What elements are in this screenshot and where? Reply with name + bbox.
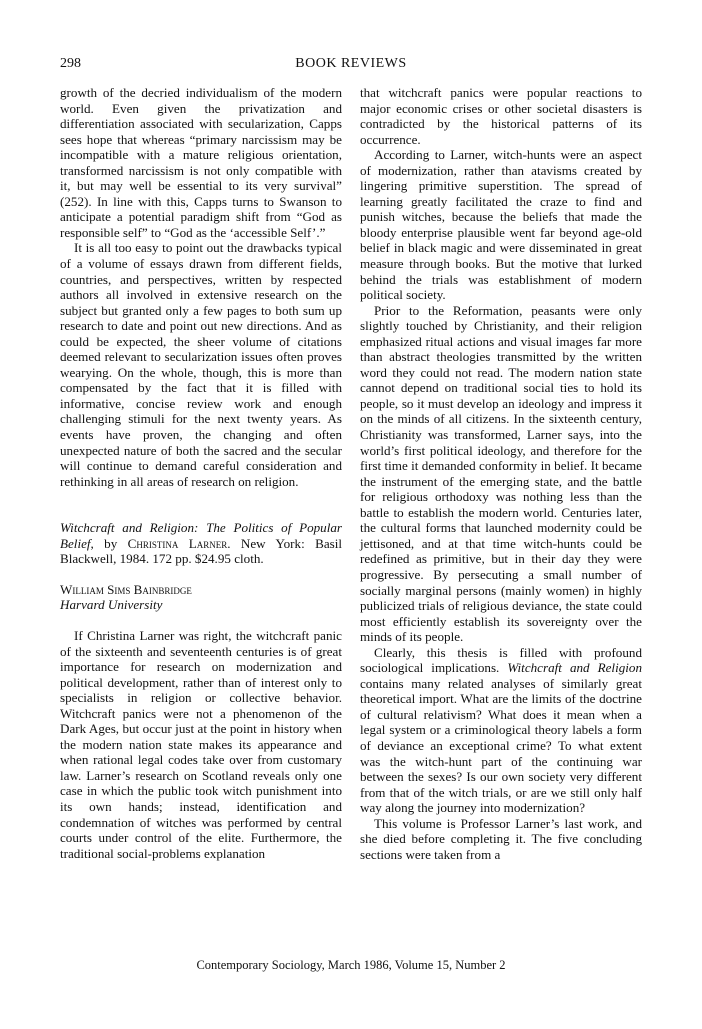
paragraph-right-1: that witchcraft panics were popular reactions to major economic crises or other societal disasters is contradicted by the historical patterns of its occurrence. [360,85,642,147]
book-title-inline: Witchcraft and Religion [507,660,642,676]
page-number: 298 [60,56,81,71]
running-title: BOOK REVIEWS [295,56,407,71]
paragraph-right-3: Prior to the Reformation, peasants were only slightly touched by Christianity, and their religion emphasized ritual actions and visual images far more than abstract theologies transmitted by the written word they could not read. The modern nation state cannot depend on traditional social ties to hold its people, so it must develop an ideology and impress it on the minds of all citizens. In the sixteenth century, Christianity was transformed, Larner says, into the world’s first political ideology, and therefore for the first time it demanded conformity in belief. It became the instrument of the emerging state, and the battle for religious orthodoxy was nothing less than the battle to establish the modern world. Centuries later, the cultural forms that launched modernity could be jettisoned, and at that time witch-hunts could be redefined as primitive, but in their day they were progressive. By persecuting a small number of socially marginal persons (mainly women) in highly publicized trials of religious deviance, the state could most efficiently establish its sovereignty over the minds of its people. [360,302,642,645]
citation-by: by [93,535,128,551]
review-citation [60,520,342,567]
paragraph-right-4-lead: Clearly, this thesis is filled with profound sociological implications. [360,644,642,676]
paragraph-left-3: If Christina Larner was right, the witchcraft panic of the sixteenth and seventeenth centuries is of great importance for research on modernization and political development, rather than of interest only to specialists in religion or collective behavior. Witchcraft panics were not a phenomenon of the Dark Ages, but occur just at the point in history when the modern nation state makes its appearance and when rational legal codes take over from customary law. Larner’s research on Scotland reveals only one case in which the public took witch punishment into its own hands; instead, identification and condemnation of witches was performed by central courts under control of the elite. Furthermore, the traditional social-problems explanation [60,627,342,861]
reviewer-name: William Sims Bainbridge [60,581,192,597]
paragraph-left-1: growth of the decried individualism of the modern world. Even given the privatization and differentiation associated with secularization, Capps sees hope that whereas “primary narcissism may be incompatible with a mature religious orientation, transformed narcissism is not only compatible with it, but may well be essential to its very survival” (252). In line with this, Capps turns to Swanson to anticipate a potential paradigm shift from “God as responsible self” to “God as the ‘accessible Self’.” [60,85,342,240]
publication-details: . New York: Basil Blackwell, 1984. 172 pp. $24.95 cloth. [60,535,343,567]
paragraph-right-4-rest: contains many related analyses of similarly great theoretical import. What are the limits of the doctrine of cultural relativism? What does it mean when a legal system or a criminological theory labels a form of deviance an exceptional crime? To what extent was the witch-hunt part of the continuing war between the sexes? Is our own society very different from that of the witch trials, or are we still only half way along the journey into modernization? [360,675,642,816]
reviewer-affiliation: Harvard University [60,597,163,613]
paragraph-left-2: It is all too easy to point out the drawbacks typical of a volume of essays drawn from different fields, countries, and perspectives, written by respected authors all involved in extensive research on the subject but granted only a few pages to both sum up research to date and point out new directions. And as could be expected, the sheer volume of citations deemed relevant to secularization issues often proves wearying. On the whole, though, this is more than compensated by the fact that it is filled with informative, concise review work and enough challenging stimuli for the next twenty years. As events have proven, the changing and often unexpected nature of both the sacred and the secular will continue to demand careful consideration and rethinking in all areas of research on religion. [60,240,342,489]
book-title: Witchcraft and Religion: The Politics of Popular Belief, [60,520,342,551]
right-column [360,85,642,862]
page-header [60,56,642,74]
paragraph-right-5: This volume is Professor Larner’s last work, and she died before completing it. The five concluding sections were taken from a [360,815,642,862]
paragraph-right-2: According to Larner, witch-hunts were an aspect of modernization, rather than atavisms created by lingering primitive superstition. The spread of learning greatly facilitated the craze to find and punish witches, because the beliefs that made the bloody enterprise plausible went far beyond age-old belief in black magic and were disseminated in great measure through books. But the motive that lurked behind the trials was establishment of modern political society. [360,147,642,303]
left-column [60,85,342,861]
paragraph-right-4 [360,645,642,816]
book-author: Christina Larner [127,535,228,551]
journal-footer: Contemporary Sociology, March 1986, Volume 15, Number 2 [196,958,506,972]
